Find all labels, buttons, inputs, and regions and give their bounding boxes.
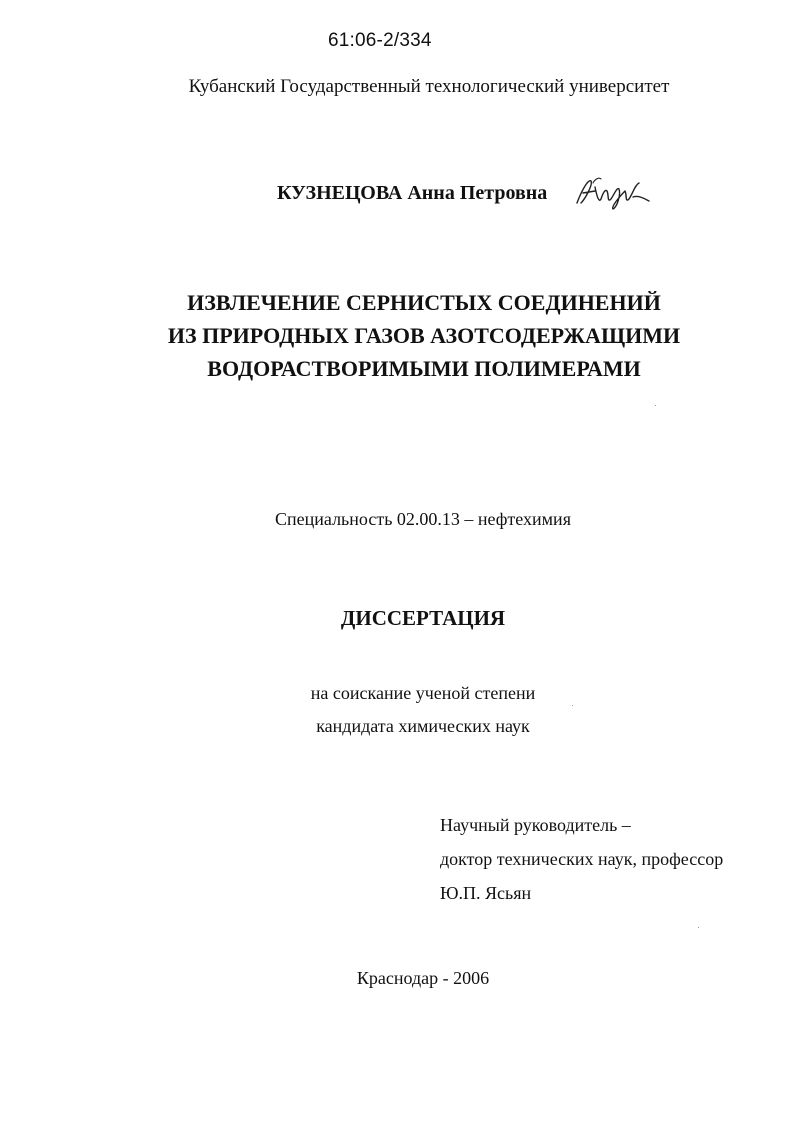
title-line-2: ИЗ ПРИРОДНЫХ ГАЗОВ АЗОТСОДЕРЖАЩИМИ <box>167 323 681 348</box>
supervisor-name: Ю.П. Ясьян <box>440 883 532 903</box>
scan-speck <box>655 405 656 406</box>
specialty: Специальность 02.00.13 – нефтехимия <box>275 509 571 529</box>
title-line-3: ВОДОРАСТВОРИМЫМИ ПОЛИМЕРАМИ <box>207 356 641 381</box>
title-line-1: ИЗВЛЕЧЕНИЕ СЕРНИСТЫХ СОЕДИНЕНИЙ <box>187 290 661 315</box>
scan-speck <box>572 705 573 706</box>
city-year: Краснодар - 2006 <box>356 968 490 988</box>
document-type: ДИССЕРТАЦИЯ <box>340 606 506 630</box>
supervisor-block <box>440 808 723 910</box>
supervisor-role: Научный руководитель – <box>440 815 631 835</box>
author-name: КУЗНЕЦОВА Анна Петровна <box>277 181 548 204</box>
degree-line-2: кандидата химических наук <box>316 716 530 736</box>
scan-speck <box>698 927 699 928</box>
supervisor-title: доктор технических наук, профессор <box>440 849 724 869</box>
author-row <box>277 173 653 213</box>
dissertation-title <box>0 286 794 385</box>
catalog-number: 61:06-2/334 <box>328 30 432 51</box>
degree-line-1: на соискание ученой степени <box>310 683 536 703</box>
university-name: Кубанский Государственный технологический университет <box>188 76 670 97</box>
degree-statement <box>0 677 794 743</box>
author-signature-icon <box>573 173 653 213</box>
